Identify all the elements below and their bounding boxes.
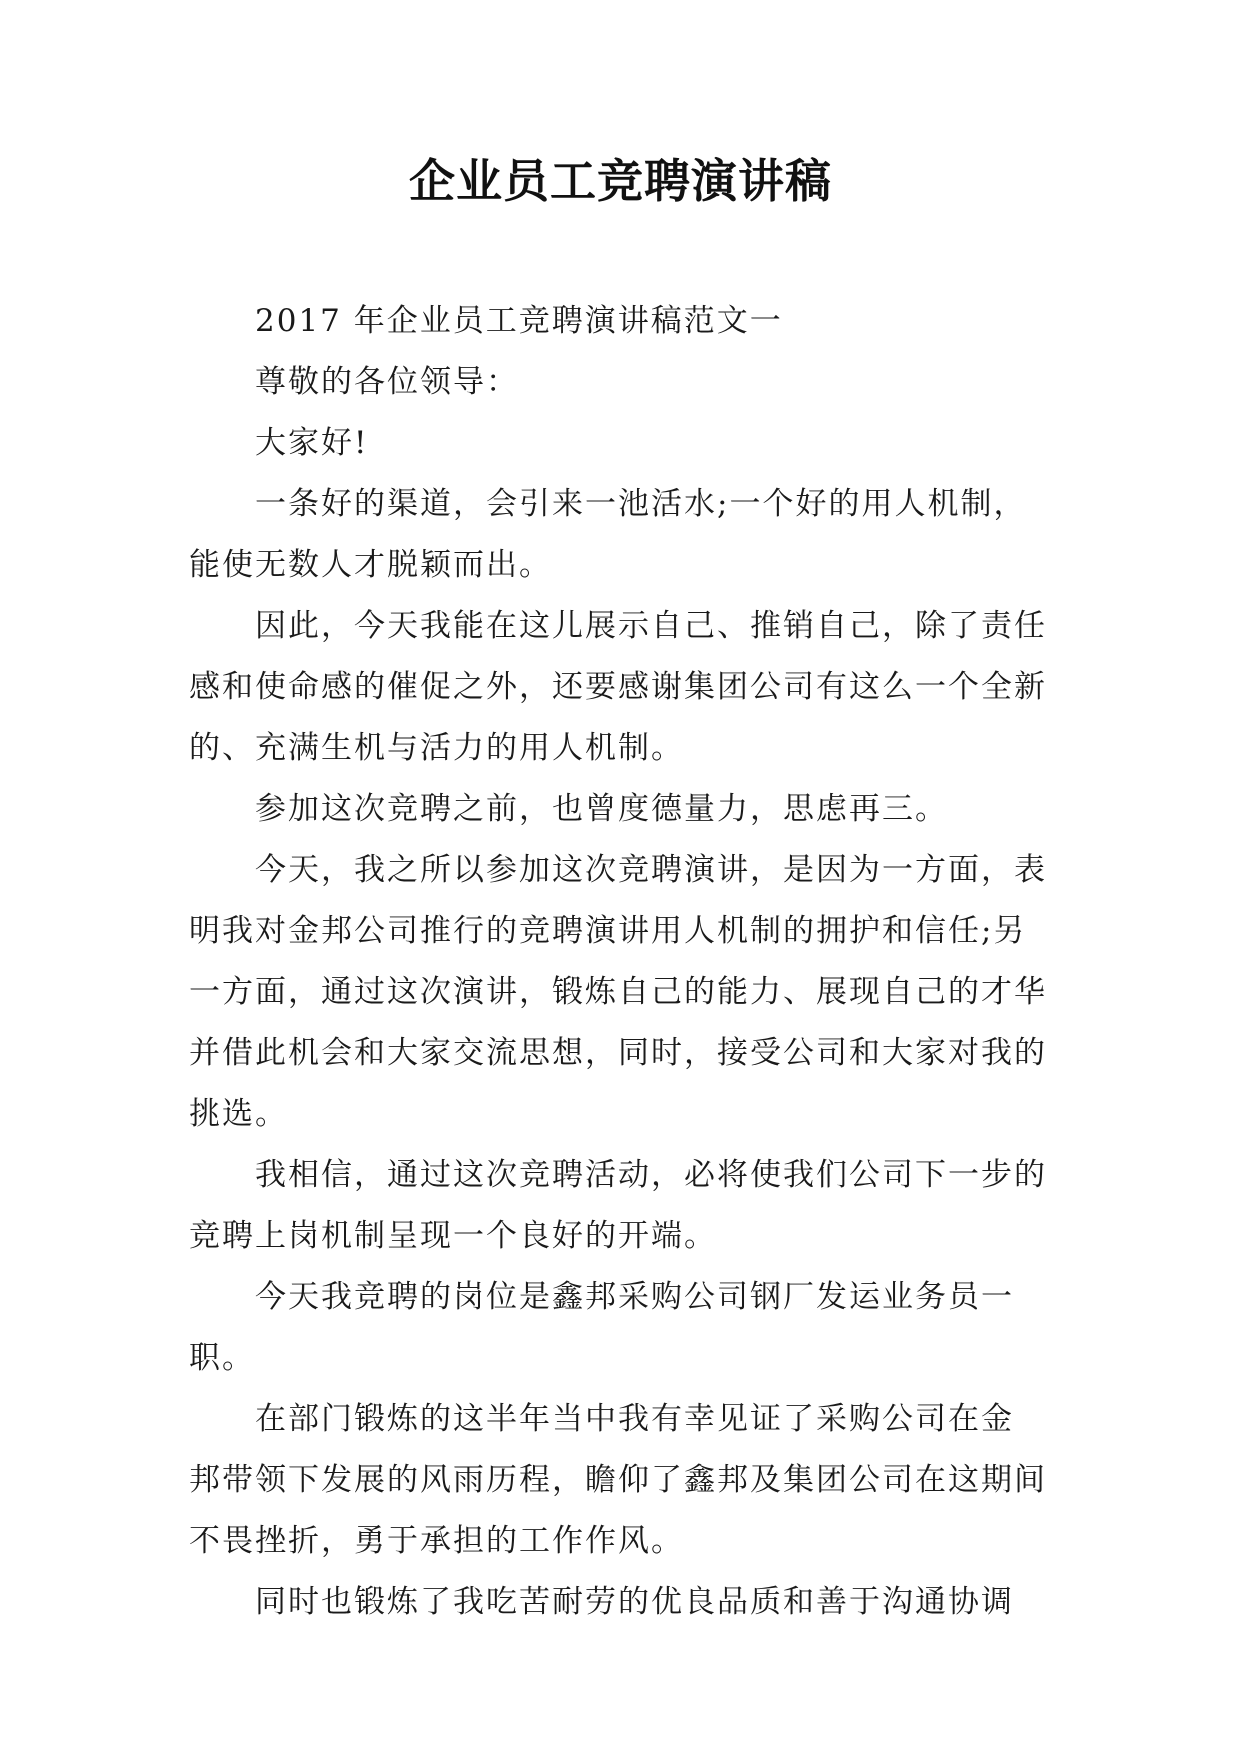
- text-line: 并借此机会和大家交流思想，同时，接受公司和大家对我的: [189, 1035, 1047, 1071]
- text-line: 一条好的渠道，会引来一池活水;一个好的用人机制，: [255, 486, 1027, 522]
- text-line: 今天我竞聘的岗位是鑫邦采购公司钢厂发运业务员一: [255, 1279, 1014, 1315]
- text-line: 因此，今天我能在这儿展示自己、推销自己，除了责任: [255, 608, 1047, 644]
- text-line: 一方面，通过这次演讲，锻炼自己的能力、展现自己的才华: [189, 974, 1047, 1010]
- text-line: 竞聘上岗机制呈现一个良好的开端。: [189, 1218, 717, 1254]
- text-line: 我相信，通过这次竞聘活动，必将使我们公司下一步的: [255, 1157, 1047, 1193]
- text-line: 职。: [189, 1340, 255, 1376]
- text-line: 能使无数人才脱颖而出。: [189, 547, 552, 583]
- text-line: 感和使命感的催促之外，还要感谢集团公司有这么一个全新: [189, 669, 1047, 705]
- text-line: 挑选。: [189, 1096, 288, 1132]
- document-body: [189, 291, 1049, 1633]
- text-line: 同时也锻炼了我吃苦耐劳的优良品质和善于沟通协调: [255, 1584, 1014, 1620]
- text-line: 明我对金邦公司推行的竞聘演讲用人机制的拥护和信任;另: [189, 913, 1027, 949]
- text-line-salutation: 尊敬的各位领导：: [255, 364, 519, 400]
- text-line: 的、充满生机与活力的用人机制。: [189, 730, 684, 766]
- text-line-subtitle: 2017 年企业员工竞聘演讲稿范文一: [255, 303, 783, 339]
- text-line: 今天，我之所以参加这次竞聘演讲，是因为一方面，表: [255, 852, 1047, 888]
- text-line: 邦带领下发展的风雨历程，瞻仰了鑫邦及集团公司在这期间: [189, 1462, 1047, 1498]
- text-line-greeting: 大家好!: [255, 425, 369, 461]
- text-line: 参加这次竞聘之前，也曾度德量力，思虑再三。: [255, 791, 948, 827]
- text-line: 不畏挫折，勇于承担的工作作风。: [189, 1523, 684, 1559]
- document-title: 企业员工竞聘演讲稿: [409, 154, 832, 208]
- text-line: 在部门锻炼的这半年当中我有幸见证了采购公司在金: [255, 1401, 1014, 1437]
